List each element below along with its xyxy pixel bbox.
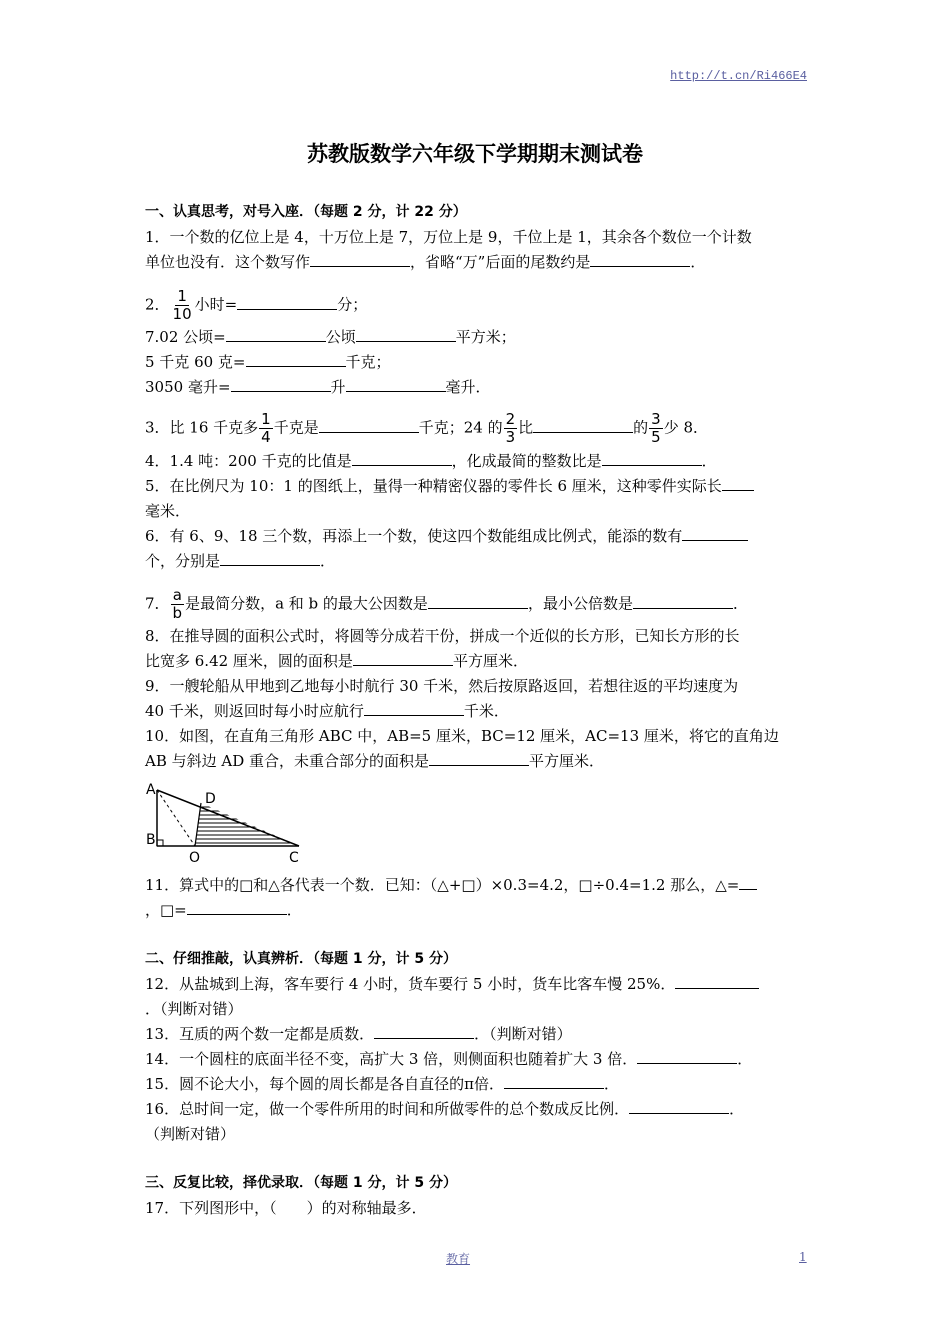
q2-text-d1: 3050 毫升=	[145, 378, 231, 396]
question-10-line-2	[145, 749, 604, 773]
question-9-line-2	[145, 699, 509, 723]
q13-text-1: 13．互质的两个数一定都是质数．	[145, 1025, 375, 1043]
q16-text-2: ．	[729, 1100, 745, 1118]
question-16-line-2: （判断对错）	[145, 1125, 236, 1143]
fraction-denominator: b	[172, 604, 183, 622]
q7-text-2: ，最小公倍数是	[527, 594, 633, 613]
q10-text-1: AB 与斜边 AD 重合，未重合部分的面积是	[145, 752, 430, 770]
fraction-denominator: 5	[651, 428, 661, 446]
label-c: C	[289, 850, 299, 866]
q3-text-3: 千克；24 的	[418, 418, 503, 437]
answer-blank[interactable]	[187, 899, 287, 915]
q13-text-2: ．（判断对错）	[474, 1025, 572, 1043]
section-heading-2: 二、仔细推敲，认真辨析．（每题 1 分，计 5 分）	[145, 951, 457, 967]
q1-text-3: ．	[690, 253, 706, 271]
fraction-2-3	[504, 411, 518, 446]
question-15	[145, 1072, 619, 1096]
q6-text-3: ．	[320, 552, 336, 570]
fraction-denominator: 4	[261, 428, 271, 446]
question-2-line-4	[145, 375, 491, 399]
answer-blank[interactable]	[310, 251, 410, 267]
answer-blank[interactable]	[220, 550, 320, 566]
question-17: 17．下列图形中，（ ）的对称轴最多．	[145, 1199, 427, 1217]
question-5-line-2: 毫米．	[145, 502, 191, 520]
q9-text-2: 千米．	[463, 702, 509, 720]
q2-text-b1: 7.02 公顷=	[145, 328, 226, 346]
answer-blank[interactable]	[739, 874, 757, 890]
q15-text-1: 15．圆不论大小，每个圆的周长都是各自直径的π倍．	[145, 1075, 504, 1093]
footer-page-number: 1	[799, 1250, 807, 1264]
q14-text-1: 14．一个圆柱的底面半径不变，高扩大 3 倍，则侧面积也随着扩大 3 倍．	[145, 1050, 638, 1068]
q2-text-c2: 千克；	[345, 353, 391, 371]
q15-text-2: ．	[603, 1075, 619, 1093]
answer-blank[interactable]	[226, 326, 326, 342]
fraction-numerator: 2	[505, 410, 516, 428]
q11-text-2: ，□=	[145, 901, 187, 919]
q3-text-4: 比	[518, 418, 534, 437]
right-angle-mark	[157, 840, 163, 846]
question-11-line-1	[145, 873, 757, 897]
q3-text-6: 少 8．	[663, 418, 709, 437]
question-8-line-2	[145, 649, 528, 673]
answer-blank[interactable]	[246, 351, 346, 367]
hypotenuse-ac	[157, 790, 299, 846]
answer-blank[interactable]	[319, 417, 419, 433]
question-6-line-1	[145, 524, 748, 548]
q2-text-d3: 毫升．	[445, 378, 491, 396]
question-16-line-1	[145, 1097, 744, 1121]
page-title: 苏教版数学六年级下学期期末测试卷	[307, 142, 643, 166]
question-1-line-1: 1．一个数的亿位上是 4，十万位上是 7，万位上是 9，千位上是 1，其余各个数位一个计数	[145, 228, 752, 246]
header-url[interactable]: http://t.cn/Ri466E4	[670, 69, 807, 83]
answer-blank[interactable]	[675, 973, 759, 989]
q2-prefix: 2．	[145, 295, 170, 314]
fraction-1-10	[171, 288, 194, 323]
answer-blank[interactable]	[504, 1073, 604, 1089]
fraction-1-4	[259, 411, 273, 446]
answer-blank[interactable]	[346, 376, 446, 392]
q8-text-1: 比宽多 6.42 厘米，圆的面积是	[145, 652, 353, 670]
label-b: B	[146, 832, 156, 848]
q11-text-3: ．	[286, 901, 302, 919]
q7-text-3: ．	[732, 594, 748, 613]
q7-prefix: 7．	[145, 594, 170, 613]
answer-blank[interactable]	[428, 593, 528, 609]
question-7	[145, 586, 748, 622]
question-12-line-2: ．（判断对错）	[145, 1000, 243, 1018]
q4-text-1: 4．1.4 吨：200 千克的比值是	[145, 452, 352, 470]
section-heading-1: 一、认真思考，对号入座．（每题 2 分，计 22 分）	[145, 204, 467, 220]
question-8-line-1: 8．在推导圆的面积公式时，将圆等分成若干份，拼成一个近似的长方形，已知长方形的长	[145, 627, 740, 645]
q11-text-1: 11．算式中的□和△各代表一个数．已知：（△+□）×0.3=4.2，□÷0.4=1.2 那么，△=	[145, 876, 740, 894]
q10-text-2: 平方厘米．	[529, 752, 605, 770]
answer-blank[interactable]	[352, 450, 452, 466]
answer-blank[interactable]	[682, 525, 748, 541]
question-3	[145, 410, 709, 446]
answer-blank[interactable]	[637, 1048, 737, 1064]
q16-text-1: 16．总时间一定，做一个零件所用的时间和所做零件的总个数成反比例．	[145, 1100, 630, 1118]
q5-text-1: 5．在比例尺为 10：1 的图纸上，量得一种精密仪器的零件长 6 厘米，这种零件实际长	[145, 477, 722, 495]
answer-blank[interactable]	[429, 750, 529, 766]
q3-text-5: 的	[633, 418, 649, 437]
q3-text-1: 3．比 16 千克多	[145, 418, 259, 437]
question-6-line-2	[145, 549, 335, 573]
section-heading-3: 三、反复比较，择优录取．（每题 1 分，计 5 分）	[145, 1175, 457, 1191]
question-10-line-1: 10．如图，在直角三角形 ABC 中，AB=5 厘米，BC=12 厘米，AC=13 厘米，将它的直角边	[145, 727, 779, 745]
answer-blank[interactable]	[231, 376, 331, 392]
q14-text-2: ．	[737, 1050, 753, 1068]
dashed-ao	[157, 790, 195, 846]
q2-text-b3: 平方米；	[455, 328, 516, 346]
question-1-line-2	[145, 250, 705, 274]
q4-text-2: ，化成最简的整数比是	[451, 452, 602, 470]
answer-blank[interactable]	[533, 417, 633, 433]
answer-blank[interactable]	[356, 326, 456, 342]
question-12-line-1	[145, 972, 759, 996]
answer-blank[interactable]	[353, 650, 453, 666]
q8-text-2: 平方厘米．	[452, 652, 528, 670]
triangle-figure	[145, 780, 315, 870]
q4-text-3: ．	[701, 452, 717, 470]
answer-blank[interactable]	[722, 475, 754, 491]
fraction-a-b	[171, 587, 185, 622]
label-a: A	[146, 782, 156, 798]
q2-text-1: 小时=	[194, 295, 238, 314]
fraction-numerator: 3	[651, 410, 661, 428]
question-2-line-1	[145, 287, 368, 323]
question-5-line-1	[145, 474, 754, 498]
footer-center-text[interactable]: 教育	[446, 1252, 471, 1266]
q9-text-1: 40 千米，则返回时每小时应航行	[145, 702, 364, 720]
q6-text-2: 个，分别是	[145, 552, 221, 570]
fraction-numerator: 1	[261, 410, 271, 428]
question-2-line-2	[145, 325, 516, 349]
question-9-line-1: 9．一艘轮船从甲地到乙地每小时航行 30 千米，然后按原路返回，若想往返的平均速度为	[145, 677, 739, 695]
question-11-line-2	[145, 898, 302, 922]
answer-blank[interactable]	[633, 593, 733, 609]
q7-text-1: 是最简分数，a 和 b 的最大公因数是	[185, 594, 428, 613]
answer-blank[interactable]	[602, 450, 702, 466]
answer-blank[interactable]	[629, 1098, 729, 1114]
q3-text-2: 千克是	[273, 418, 319, 437]
fraction-3-5	[649, 411, 663, 446]
question-2-line-3	[145, 350, 391, 374]
answer-blank[interactable]	[590, 251, 690, 267]
fraction-numerator: a	[172, 586, 182, 604]
q1-text-1: 单位也没有．这个数写作	[145, 253, 311, 271]
fraction-denominator: 10	[172, 305, 192, 323]
q2-text-b2: 公顷	[325, 328, 356, 346]
q1-text-2: ，省略“万”后面的尾数约是	[410, 253, 591, 271]
question-14	[145, 1047, 752, 1071]
q2-text-d2: 升	[330, 378, 346, 396]
q6-text-1: 6．有 6、9、18 三个数，再添上一个数，使这四个数能组成比例式，能添的数有	[145, 527, 683, 545]
q12-text-1: 12．从盐城到上海，客车要行 4 小时，货车要行 5 小时，货车比客车慢 25%．	[145, 975, 676, 993]
fraction-denominator: 3	[505, 428, 516, 446]
question-13	[145, 1022, 572, 1046]
label-d: D	[205, 791, 216, 807]
label-o: O	[189, 850, 201, 866]
answer-blank[interactable]	[237, 294, 337, 310]
answer-blank[interactable]	[374, 1023, 474, 1039]
question-4	[145, 449, 717, 473]
fraction-numerator: 1	[177, 287, 187, 305]
answer-blank[interactable]	[364, 700, 464, 716]
q2-text-2: 分；	[337, 295, 368, 314]
q2-text-c1: 5 千克 60 克=	[145, 353, 246, 371]
segment-do	[195, 803, 201, 846]
